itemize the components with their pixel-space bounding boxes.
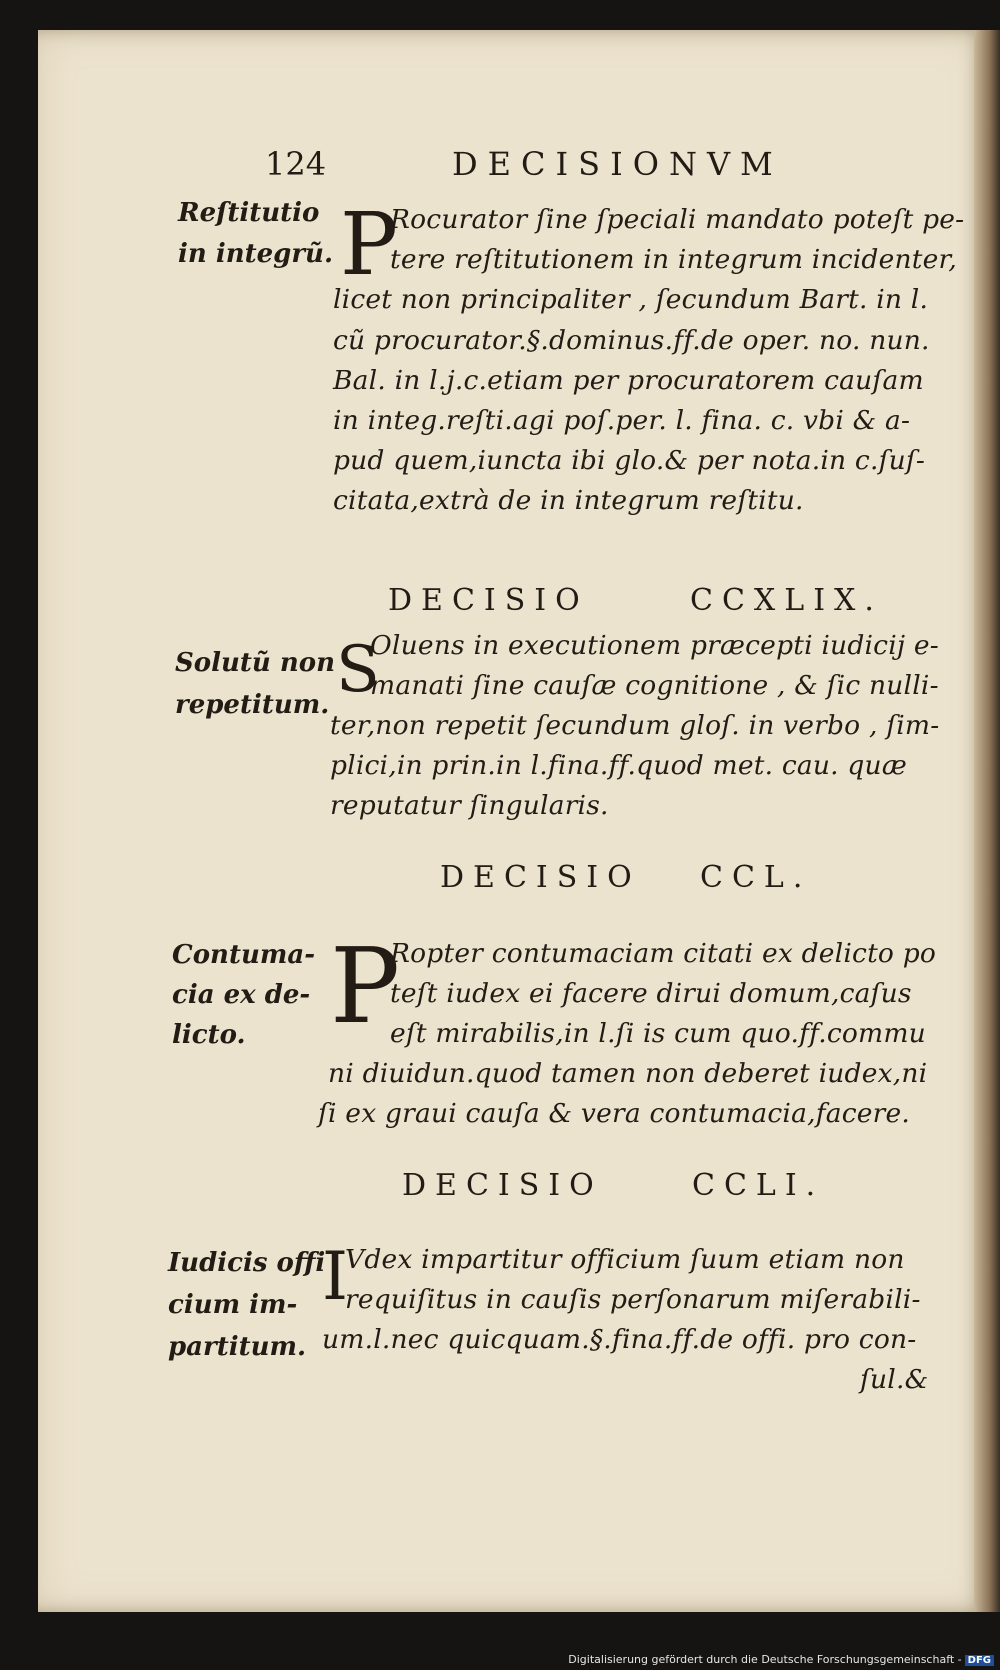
text-line: eſt mirabilis,in l.ſi is cum quo.ff.commu [390,1018,926,1049]
drop-cap-initial: P [340,195,398,295]
text-line: cũ procurator.§.dominus.ff.de oper. no. nun. [333,325,930,356]
text-line: licet non principaliter , ſecundum Bart. in l. [333,284,929,315]
margin-note: repetitum. [175,690,330,720]
dfg-logo: DFG [965,1655,994,1666]
text-line: requiſitus in cauſis perſonarum miſerabili- [345,1284,921,1315]
text-line: ſi ex graui cauſa & vera contumacia,facere. [318,1098,911,1129]
drop-cap-initial: P [330,925,400,1047]
margin-note: cium im- [168,1290,298,1320]
text-line: in integ.reſti.agi poſ.per. l. fina. c. vbi & a- [333,405,911,436]
text-line: reputatur ſingularis. [330,790,609,821]
page-number: 124 [265,145,327,183]
text-line: ſul.& [860,1364,929,1395]
margin-note: cia ex de- [172,980,311,1010]
decision-heading-label: DECISIO [440,860,641,895]
margin-note: partitum. [168,1332,307,1362]
text-line: tere reſtitutionem in integrum incidenter, [390,244,958,275]
decision-heading-label: DECISIO [388,583,589,618]
decision-heading-number: CCLI. [692,1168,825,1203]
decision-heading-label: DECISIO [402,1168,603,1203]
margin-note: Reſtitutio [178,198,320,228]
text-line: Rocurator ſine ſpeciali mandato poteſt pe- [390,204,965,235]
text-line: um.l.nec quicquam.§.fina.ff.de offi. pro con- [322,1324,917,1355]
text-line: Oluens in executionem præcepti iudicij e- [370,630,939,661]
text-line: Ropter contumaciam citati ex delicto po [390,938,937,969]
text-line: pud quem,iuncta ibi glo.& per nota.in c.ſuſ- [333,445,926,476]
decision-heading-number: CCL. [700,860,812,895]
margin-note: licto. [172,1020,246,1050]
running-title: DECISIONVM [452,145,783,183]
digitization-credit [568,1653,994,1666]
text-line: Vdex impartitur officium ſuum etiam non [345,1244,905,1275]
text-line: ter,non repetit ſecundum gloſ. in verbo , ſim- [330,710,940,741]
credit-text: Digitalisierung gefördert durch die Deutsche Forschungsgemeinschaft - [568,1653,962,1666]
drop-cap-initial: I [322,1238,349,1315]
drop-cap-initial: S [336,633,380,707]
text-line: citata,extrà de in integrum reſtitu. [333,485,804,516]
text-line: Bal. in l.j.c.etiam per procuratorem cauſam [333,365,924,396]
margin-note: Iudicis offi [168,1248,326,1278]
text-line: teſt iudex ei facere dirui domum,caſus [390,978,912,1009]
margin-note: Contuma- [172,940,315,970]
margin-note: Solutũ non [175,648,336,678]
decision-heading-number: CCXLIX. [690,583,883,618]
text-line: plici,in prin.in l.fina.ff.quod met. cau. quæ [330,750,907,781]
text-line: ni diuidun.quod tamen non deberet iudex,ni [328,1058,928,1089]
page-edge-shadow [974,30,1000,1612]
text-line: manati ſine cauſæ cognitione , & ſic nulli- [370,670,939,701]
margin-note: in integrũ. [178,239,333,269]
